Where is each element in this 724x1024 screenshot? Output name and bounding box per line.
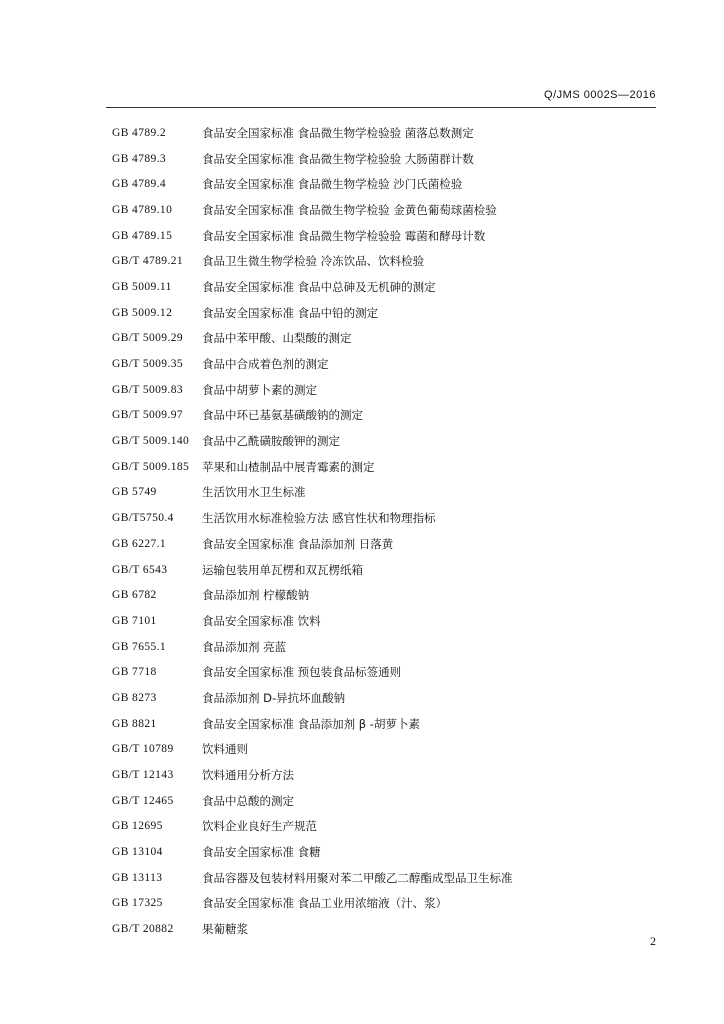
reference-code: GB 13113: [112, 871, 163, 884]
reference-row: [112, 916, 672, 942]
reference-title: 食品卫生微生物学检验 冷冻饮品、饮料检验: [202, 254, 425, 269]
reference-title: 食品添加剂 柠檬酸钠: [202, 588, 310, 603]
reference-row: [112, 120, 672, 146]
reference-title: 食品安全国家标准 食品添加剂 日落黄: [202, 536, 394, 551]
reference-row: [112, 146, 672, 172]
reference-code: GB 6782: [112, 589, 157, 602]
reference-code: GB/T 12143: [112, 769, 174, 782]
reference-title: 食品安全国家标准 食品微生物学检验验 菌落总数测定: [202, 125, 474, 140]
reference-title: 食品容器及包装材料用聚对苯二甲酸乙二醇酯成型品卫生标准: [202, 870, 513, 885]
reference-title: 食品安全国家标准 饮料: [202, 613, 321, 628]
reference-title: 食品中胡萝卜素的测定: [202, 382, 317, 397]
reference-row: [112, 197, 672, 223]
reference-code: GB 4789.3: [112, 152, 167, 165]
reference-code: GB/T 20882: [112, 923, 174, 936]
reference-title: 生活饮用水卫生标准: [202, 485, 306, 500]
page-number: 2: [650, 934, 656, 948]
reference-row: [112, 428, 672, 454]
reference-code: GB 7101: [112, 614, 157, 627]
reference-title: 食品安全国家标准 食品微生物学检验 金黄色葡萄球菌检验: [202, 202, 497, 217]
reference-row: [112, 788, 672, 814]
reference-code: GB 5749: [112, 486, 157, 499]
reference-code: GB/T 5009.83: [112, 383, 184, 396]
reference-title: 食品安全国家标准 食品微生物学检验验 大肠菌群计数: [202, 151, 474, 166]
reference-code: GB/T 5009.35: [112, 358, 184, 371]
reference-code: GB/T 6543: [112, 563, 168, 576]
reference-code: GB 4789.2: [112, 126, 167, 139]
reference-title: 食品安全国家标准 食品工业用浓缩液（汁、浆）: [202, 896, 448, 911]
reference-row: [112, 685, 672, 711]
reference-code: GB 8821: [112, 717, 157, 730]
reference-row: [112, 454, 672, 480]
reference-title: 食品中苯甲酸、山梨酸的测定: [202, 331, 352, 346]
reference-row: [112, 351, 672, 377]
reference-row: [112, 711, 672, 737]
reference-title: 饮料通用分析方法: [202, 768, 294, 783]
reference-code: GB 8273: [112, 691, 157, 704]
reference-row: [112, 300, 672, 326]
reference-code: GB/T 12465: [112, 794, 174, 807]
reference-code: GB 4789.4: [112, 178, 167, 191]
reference-row: [112, 891, 672, 917]
reference-row: [112, 223, 672, 249]
reference-row: [112, 531, 672, 557]
reference-row: [112, 865, 672, 891]
reference-row: [112, 608, 672, 634]
reference-row: [112, 248, 672, 274]
reference-code: GB/T 4789.21: [112, 255, 184, 268]
reference-title: 食品安全国家标准 预包装食品标签通则: [202, 665, 402, 680]
reference-row: [112, 839, 672, 865]
reference-code: GB 6227.1: [112, 537, 167, 550]
reference-code: GB 5009.12: [112, 306, 173, 319]
reference-title: 食品中乙酰磺胺酸钾的测定: [202, 434, 340, 449]
reference-code: GB 17325: [112, 897, 163, 910]
reference-code: GB/T 5009.29: [112, 332, 184, 345]
document-id: Q/JMS 0002S—2016: [544, 89, 656, 101]
reference-row: [112, 659, 672, 685]
reference-title: 食品中总酸的测定: [202, 793, 294, 808]
reference-title: 食品安全国家标准 食品微生物学检验验 霉菌和酵母计数: [202, 228, 486, 243]
reference-title: 食品添加剂 亮蓝: [202, 639, 287, 654]
reference-title: 果葡糖浆: [202, 922, 248, 937]
reference-row: [112, 480, 672, 506]
reference-row: [112, 505, 672, 531]
reference-title: 食品安全国家标准 食品中铅的测定: [202, 305, 379, 320]
reference-row: [112, 634, 672, 660]
reference-row: [112, 171, 672, 197]
reference-row: [112, 557, 672, 583]
reference-row: [112, 403, 672, 429]
reference-title: 食品安全国家标准 食品中总砷及无机砷的测定: [202, 279, 436, 294]
reference-code: GB 13104: [112, 846, 163, 859]
reference-row: [112, 737, 672, 763]
reference-row: [112, 274, 672, 300]
reference-row: [112, 582, 672, 608]
reference-code: GB/T 5009.97: [112, 409, 184, 422]
reference-title: 食品中合成着色剂的测定: [202, 357, 329, 372]
header-rule: [106, 107, 656, 108]
reference-code: GB 4789.10: [112, 203, 173, 216]
reference-title: 食品安全国家标准 食品添加剂 β -胡萝卜素: [202, 716, 420, 731]
reference-title: 运输包装用单瓦楞和双瓦楞纸箱: [202, 562, 363, 577]
reference-title: 饮料企业良好生产规范: [202, 819, 317, 834]
reference-code: GB/T5750.4: [112, 512, 174, 525]
reference-row: [112, 762, 672, 788]
normative-references-list: [112, 120, 672, 942]
reference-code: GB/T 5009.140: [112, 435, 190, 448]
reference-code: GB 7655.1: [112, 640, 167, 653]
reference-title: 食品添加剂 D-异抗坏血酸钠: [202, 690, 346, 705]
reference-title: 饮料通则: [202, 742, 248, 757]
reference-row: [112, 326, 672, 352]
reference-title: 食品安全国家标准 食品微生物学检验 沙门氏菌检验: [202, 177, 463, 192]
reference-title: 苹果和山楂制品中展青霉素的测定: [202, 459, 375, 474]
reference-code: GB 12695: [112, 820, 163, 833]
reference-title: 食品安全国家标准 食糖: [202, 845, 321, 860]
reference-code: GB/T 10789: [112, 743, 174, 756]
reference-title: 生活饮用水标准检验方法 感官性状和物理指标: [202, 511, 436, 526]
reference-code: GB 5009.11: [112, 280, 172, 293]
reference-code: GB 4789.15: [112, 229, 173, 242]
reference-code: GB/T 5009.185: [112, 460, 190, 473]
reference-row: [112, 377, 672, 403]
reference-code: GB 7718: [112, 666, 157, 679]
reference-title: 食品中环已基氨基磺酸钠的测定: [202, 408, 363, 423]
reference-row: [112, 814, 672, 840]
